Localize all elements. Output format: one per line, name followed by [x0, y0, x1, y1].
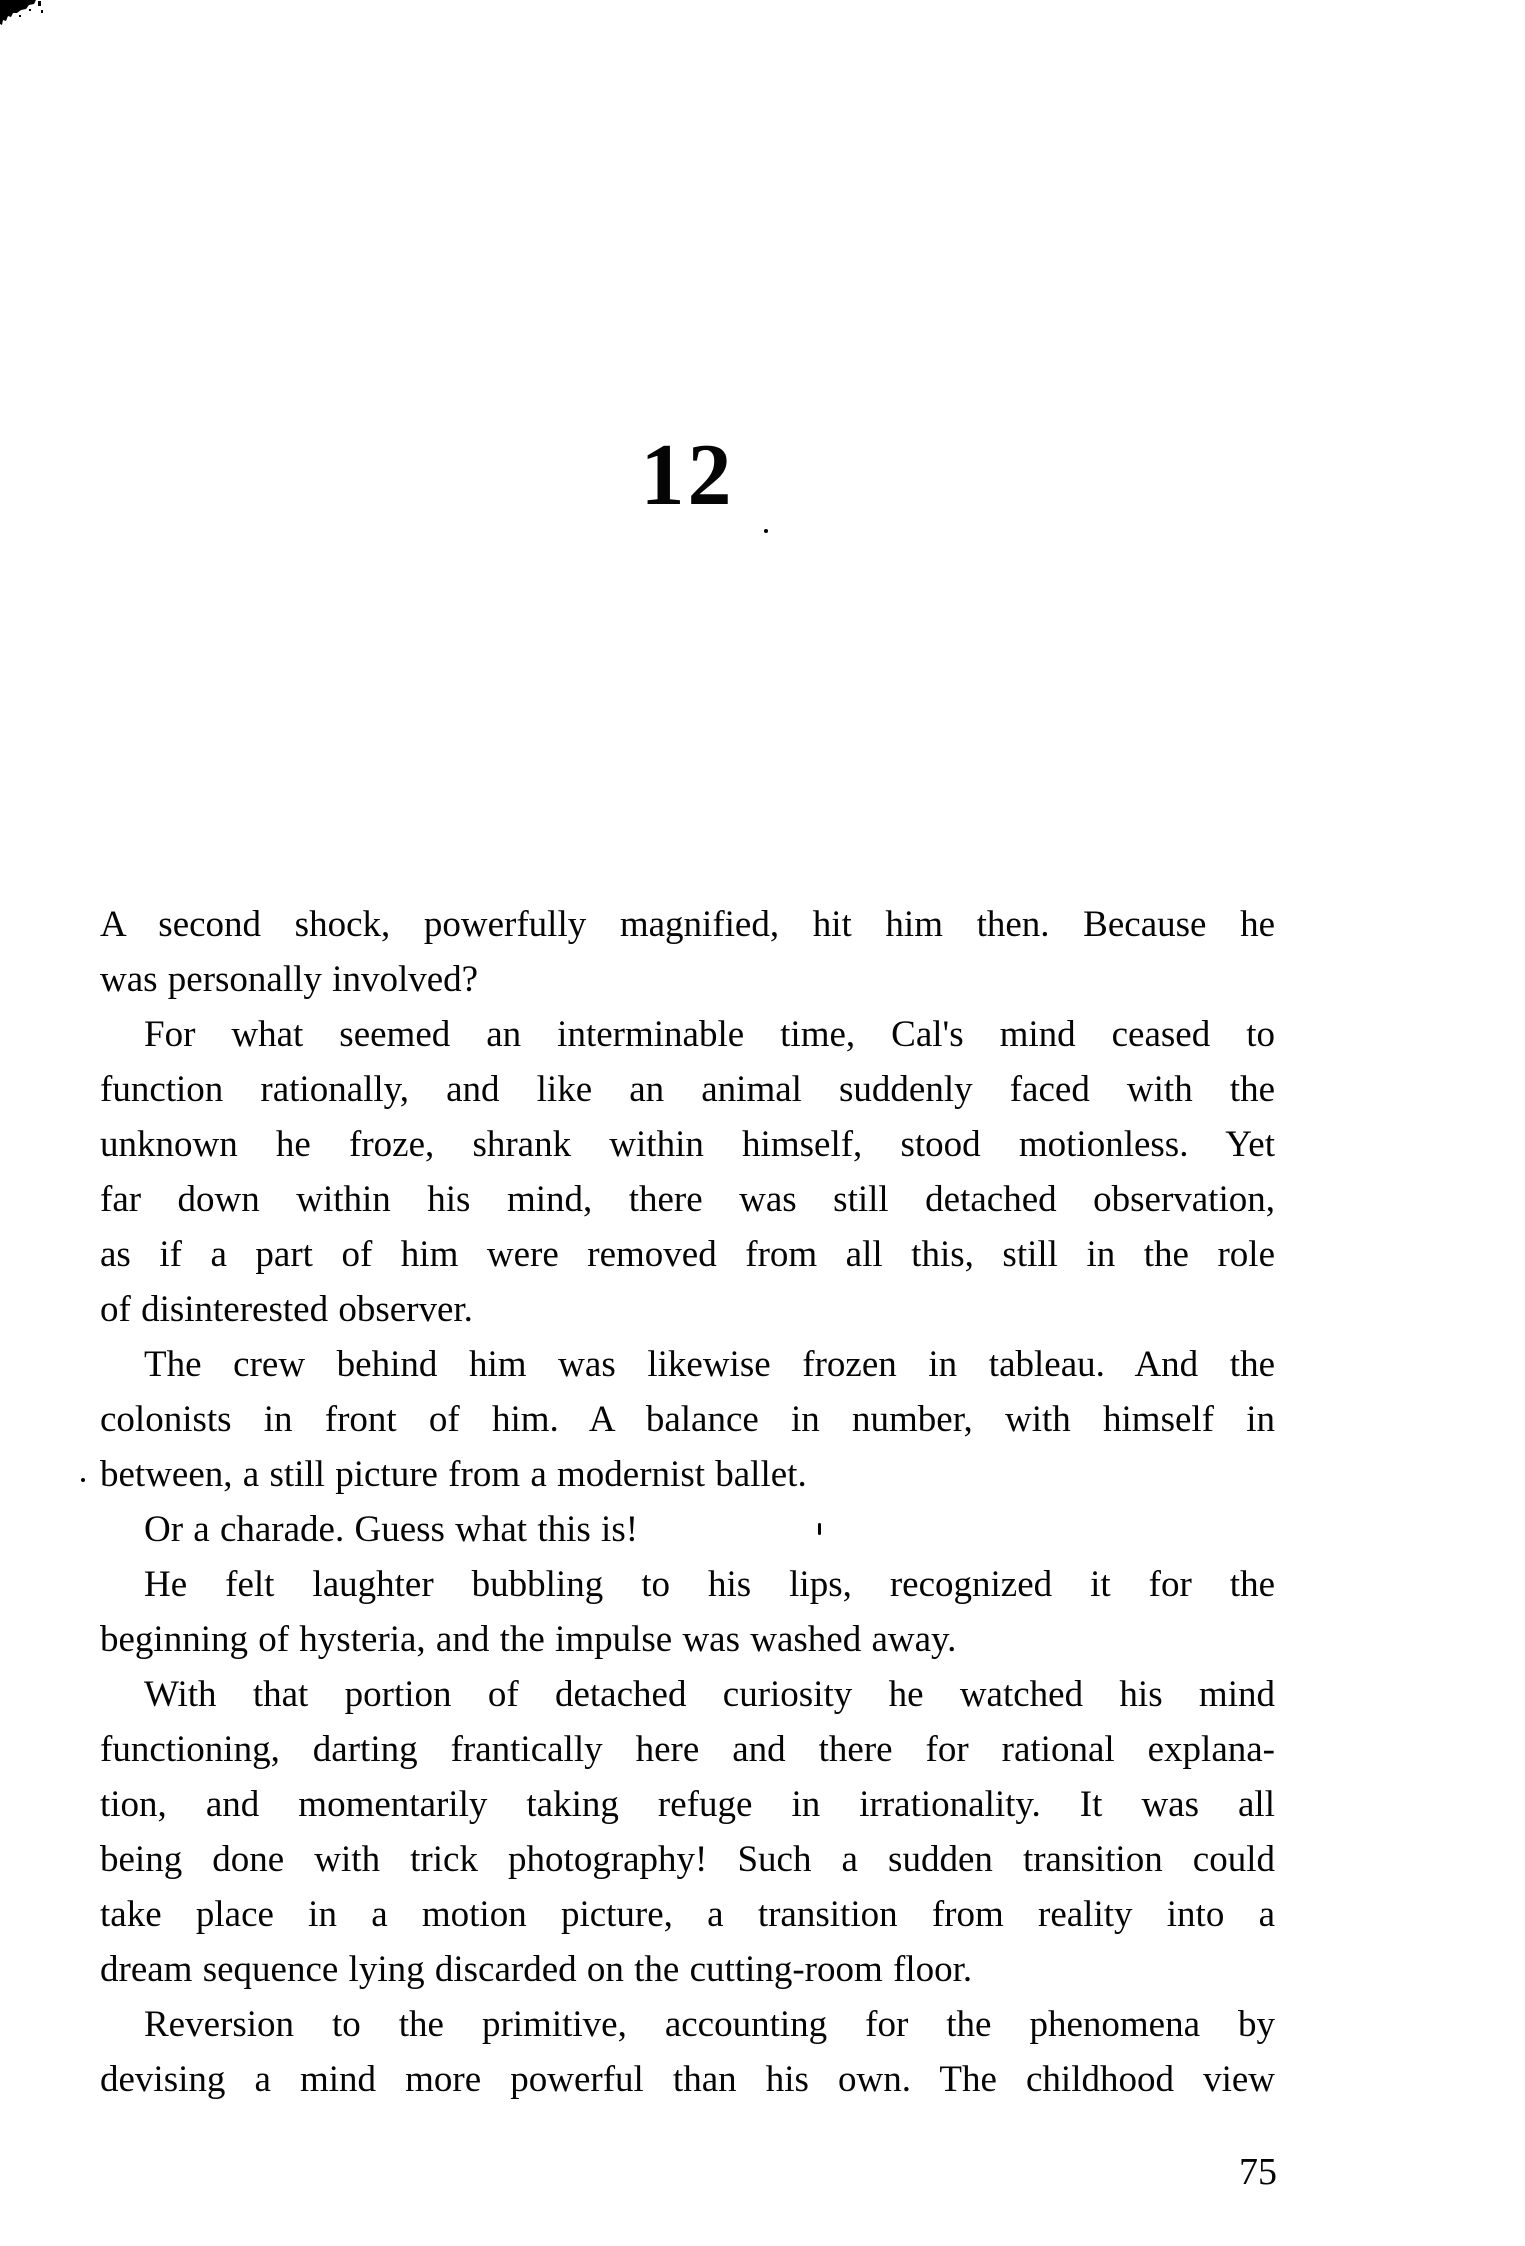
text-line: He felt laughter bubbling to his lips, recognized it for the — [144, 1564, 1275, 1605]
text-line: far down within his mind, there was still detached observation, — [100, 1179, 1275, 1220]
text-line: was personally involved? — [100, 959, 479, 1000]
scan-artifact-corner — [0, 0, 60, 40]
page-text — [100, 897, 1275, 2107]
text-line: beginning of hysteria, and the impulse was washed away. — [100, 1619, 957, 1660]
text-line: Reversion to the primitive, accounting for the phenomena by — [144, 2004, 1275, 2045]
text-line: A second shock, powerfully magnified, hit him then. Because he — [100, 904, 1275, 945]
text-line: take place in a motion picture, a transition from reality into a — [100, 1894, 1275, 1935]
scan-speck — [81, 1478, 85, 1482]
page-number: 75 — [1239, 2151, 1277, 2193]
text-line: between, a still picture from a modernist ballet. — [100, 1454, 807, 1495]
text-line: functioning, darting frantically here and there for rational explana- — [100, 1729, 1275, 1770]
text-line: being done with trick photography! Such a sudden transition could — [100, 1839, 1275, 1880]
text-line: unknown he froze, shrank within himself, stood motionless. Yet — [100, 1124, 1275, 1165]
text-line: For what seemed an interminable time, Cal's mind ceased to — [144, 1014, 1275, 1055]
scan-speck — [764, 529, 768, 533]
text-line: With that portion of detached curiosity he watched his mind — [144, 1674, 1275, 1715]
text-line: tion, and momentarily taking refuge in irrationality. It was all — [100, 1784, 1275, 1825]
text-line: as if a part of him were removed from all this, still in the role — [100, 1234, 1275, 1275]
text-line: colonists in front of him. A balance in number, with himself in — [100, 1399, 1275, 1440]
chapter-number: 12 — [640, 427, 735, 524]
text-line: dream sequence lying discarded on the cutting-room floor. — [100, 1949, 973, 1990]
text-line: of disinterested observer. — [100, 1289, 473, 1330]
text-line: devising a mind more powerful than his own. The childhood view — [100, 2059, 1275, 2100]
text-line: Or a charade. Guess what this is! — [144, 1509, 639, 1550]
text-line: function rationally, and like an animal suddenly faced with the — [100, 1069, 1275, 1110]
text-line: The crew behind him was likewise frozen in tableau. And the — [144, 1344, 1275, 1385]
